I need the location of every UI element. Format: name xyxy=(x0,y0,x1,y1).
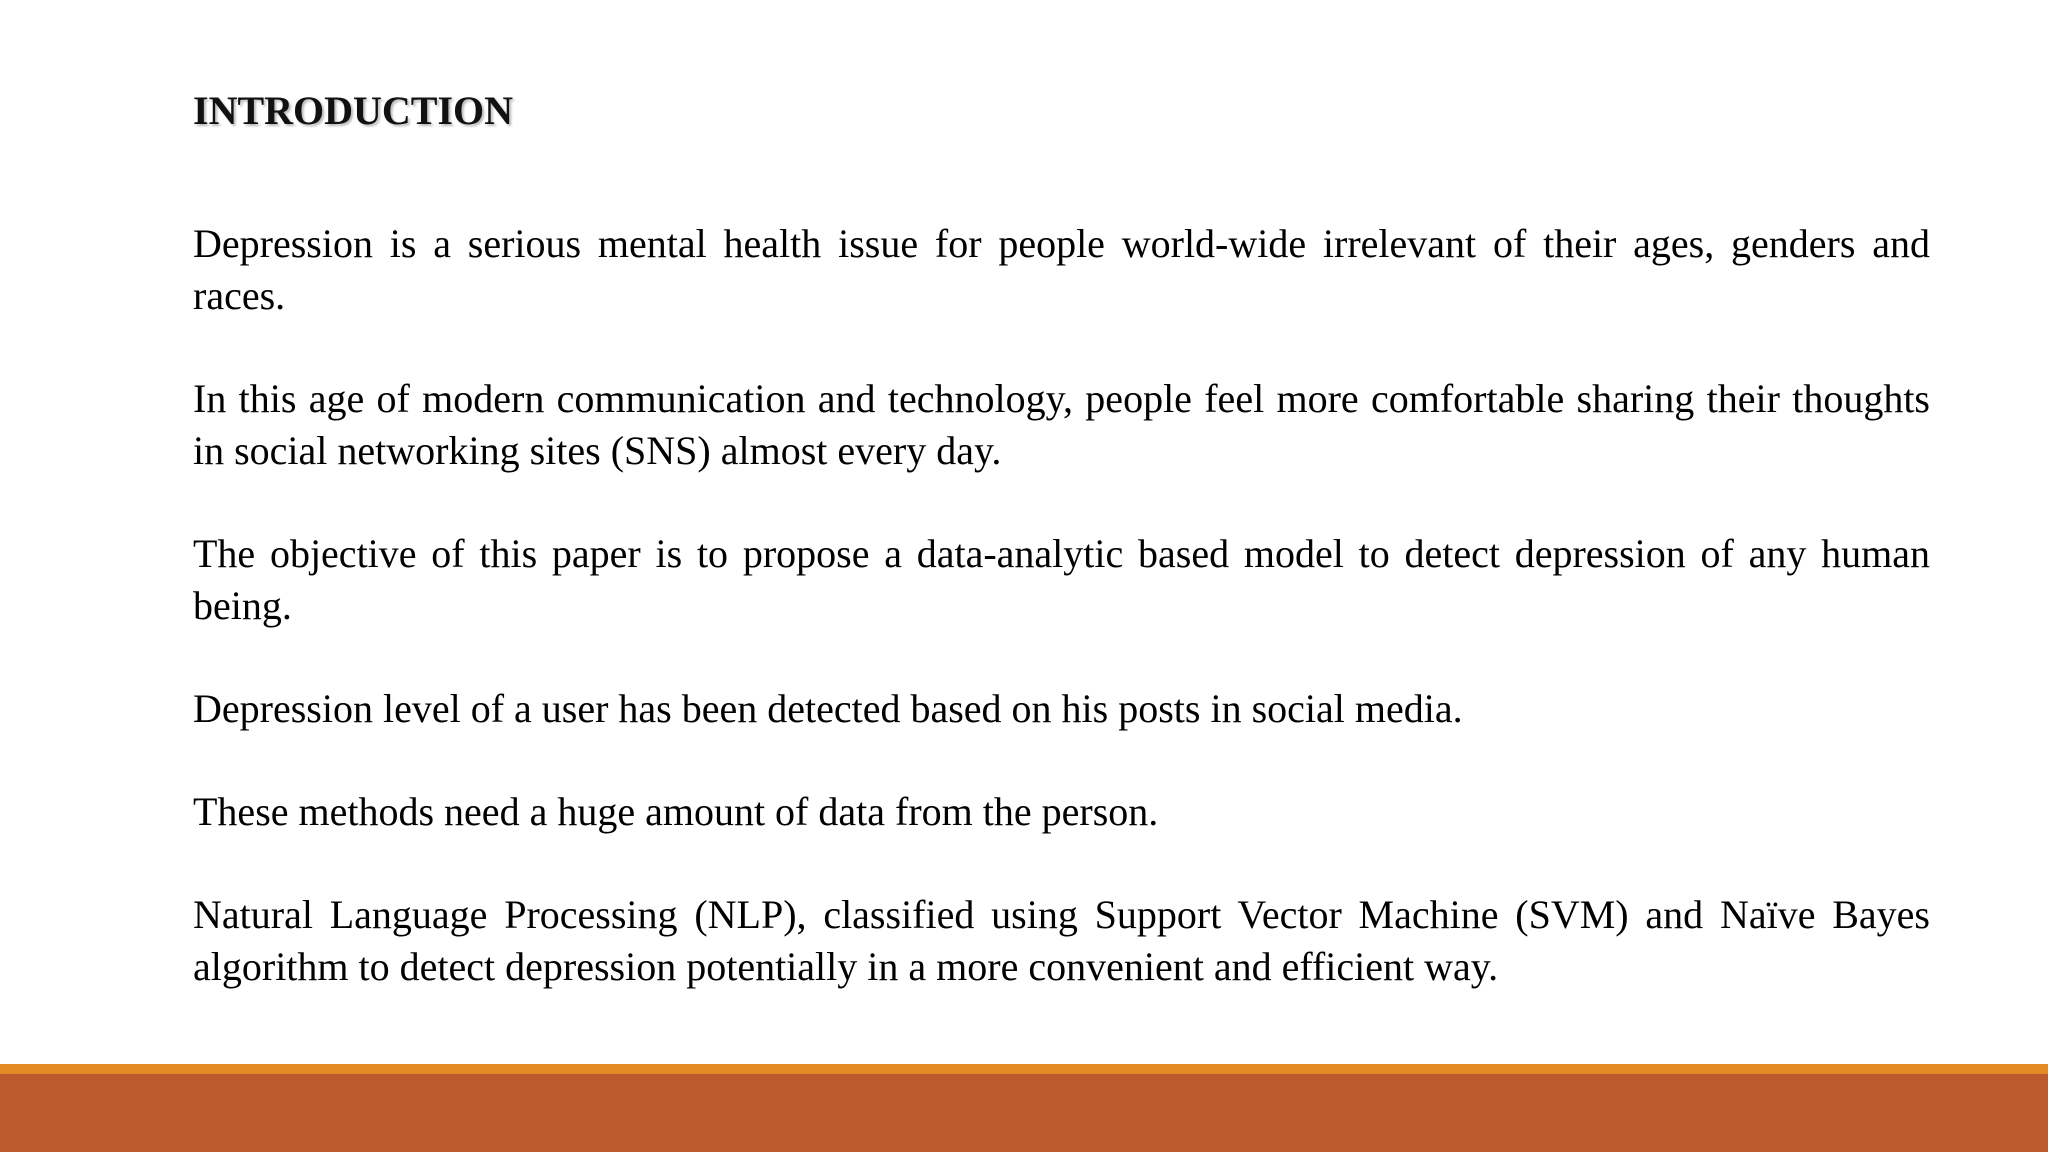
paragraph-nlp-methods: Natural Language Processing (NLP), classified using Support Vector Machine (SVM) and Naïve Bayes algorithm to detect depression potentially in a more convenient and efficient way. xyxy=(193,892,1930,989)
paragraph-data-requirement: These methods need a huge amount of data from the person. xyxy=(193,789,1159,834)
paragraph-depression-issue: Depression is a serious mental health issue for people world-wide irrelevant of their ages, genders and races. xyxy=(193,221,1930,318)
paragraph-detection-level: Depression level of a user has been detected based on his posts in social media. xyxy=(193,686,1463,731)
footer-accent-line xyxy=(0,1064,2048,1074)
footer-band xyxy=(0,1074,2048,1152)
slide-title: INTRODUCTION xyxy=(193,88,514,133)
paragraph-objective: The objective of this paper is to propose a data-analytic based model to detect depression of any human being. xyxy=(193,531,1930,628)
slide-body xyxy=(193,218,1930,993)
paragraph-modern-communication: In this age of modern communication and technology, people feel more comfortable sharing their thoughts in social networking sites (SNS) almost every day. xyxy=(193,376,1930,473)
